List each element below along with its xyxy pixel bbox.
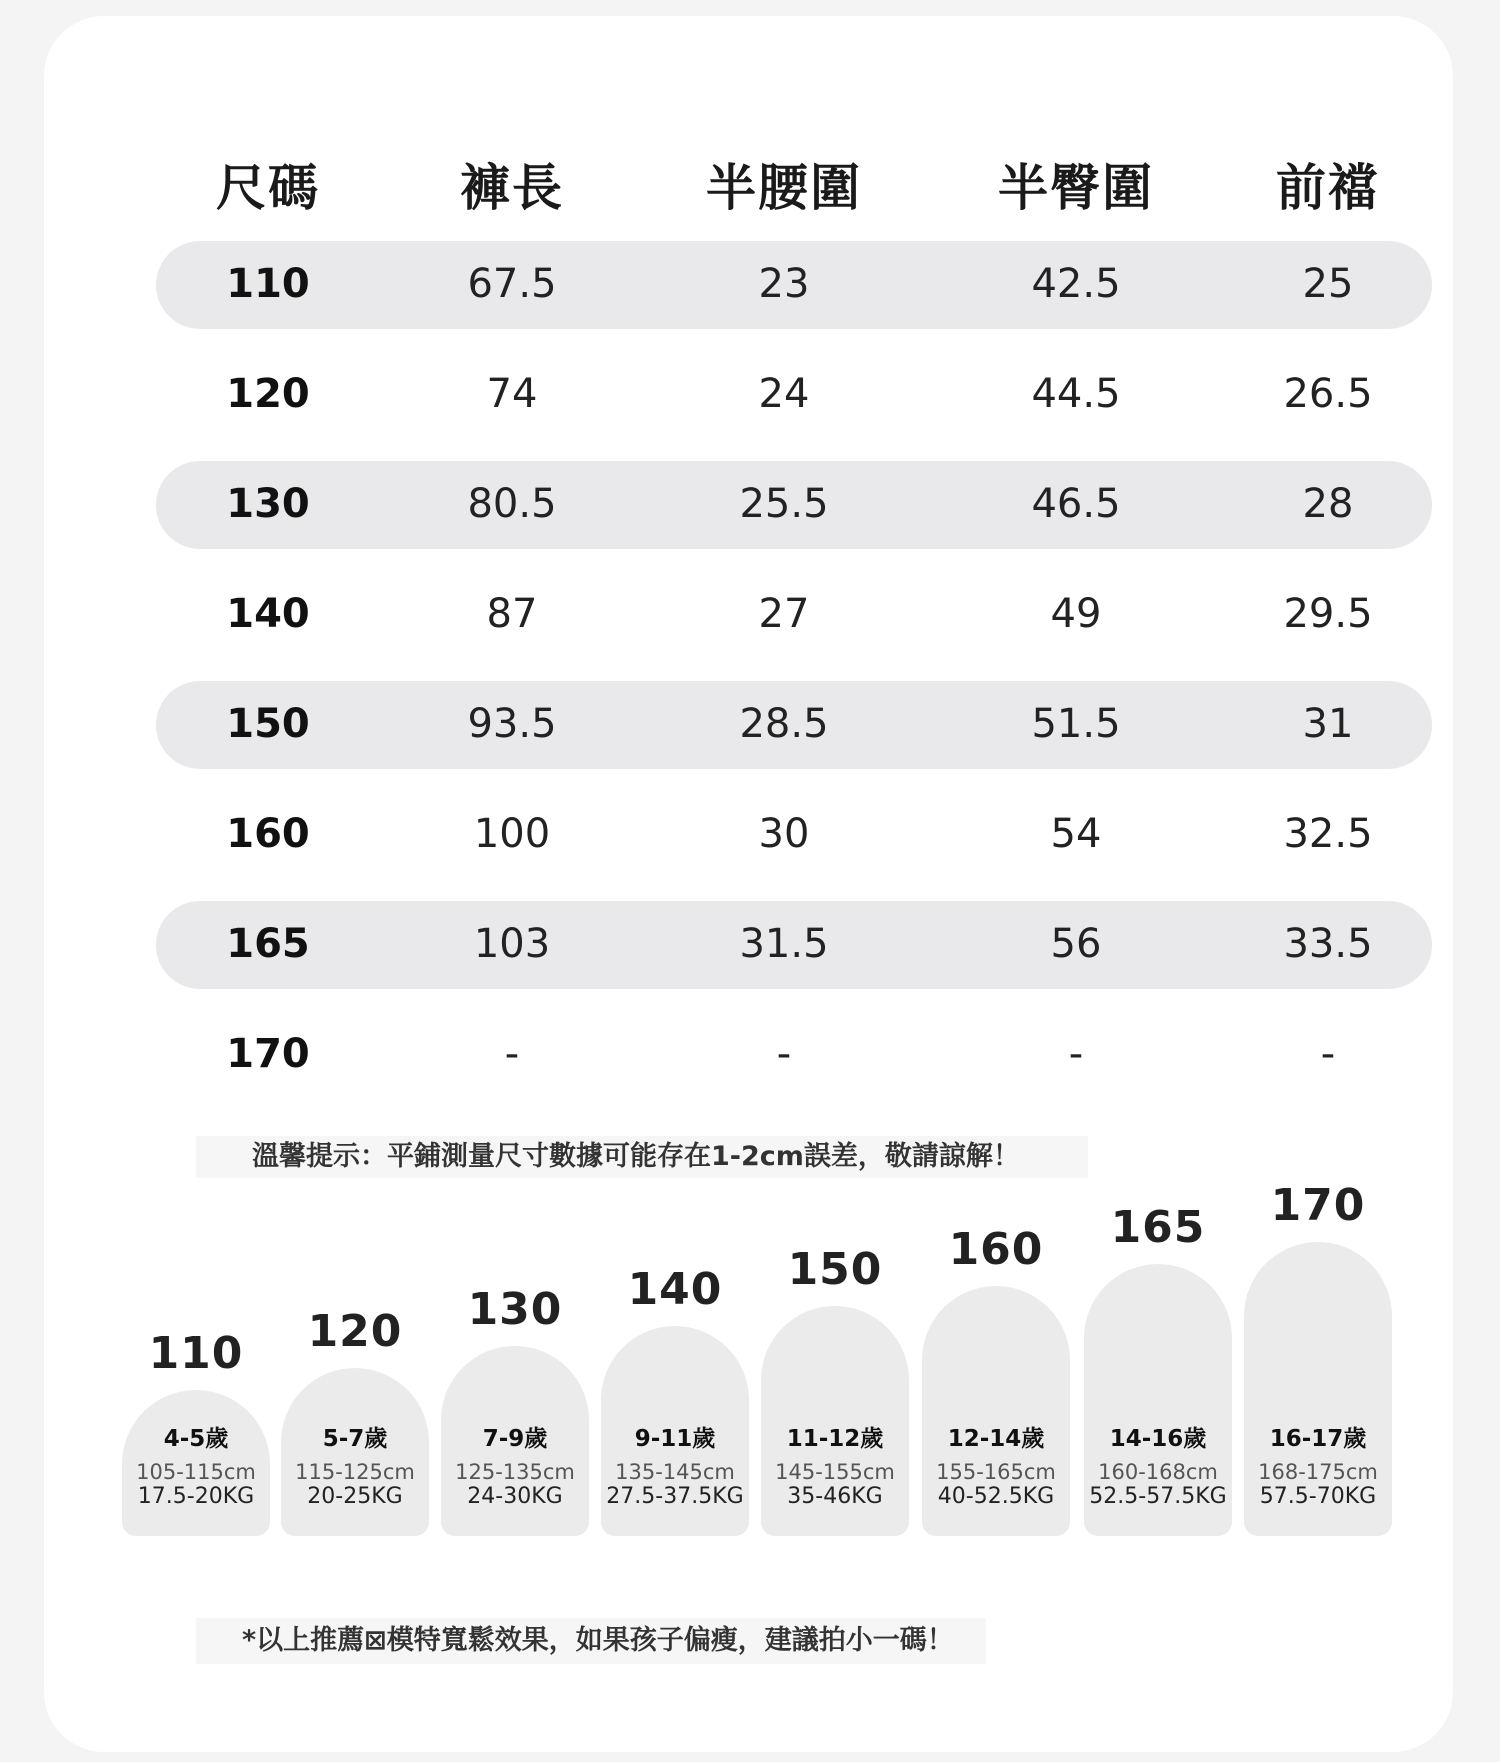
column-header: 半腰圍 bbox=[706, 159, 862, 217]
size-bubble-140 bbox=[601, 1252, 749, 1536]
column-header: 尺碼 bbox=[216, 159, 320, 217]
measure-cell: 25.5 bbox=[739, 481, 829, 527]
measure-cell: 25 bbox=[1302, 261, 1354, 307]
size-bubble-130 bbox=[441, 1272, 589, 1536]
bubble-height-range: 125-135cm bbox=[455, 1460, 575, 1484]
bubble-age: 5-7歲 bbox=[322, 1426, 388, 1452]
table-row bbox=[156, 342, 1432, 452]
bubble-weight-range: 40-52.5KG bbox=[937, 1484, 1055, 1509]
measure-cell: 51.5 bbox=[1031, 701, 1121, 747]
measure-cell: 28.5 bbox=[739, 701, 829, 747]
bubble-height-range: 135-145cm bbox=[615, 1460, 735, 1484]
bubble-size-label: 120 bbox=[307, 1306, 403, 1357]
size-cell: 150 bbox=[226, 701, 310, 747]
bubble-height-range: 160-168cm bbox=[1098, 1460, 1218, 1484]
bubble-age: 11-12歲 bbox=[786, 1426, 884, 1452]
bubble-weight-range: 17.5-20KG bbox=[137, 1484, 255, 1509]
measure-cell: 27 bbox=[758, 591, 810, 637]
bubble-height-range: 115-125cm bbox=[295, 1460, 415, 1484]
size-bubble-150 bbox=[761, 1232, 909, 1536]
column-header: 半臀圍 bbox=[998, 159, 1154, 217]
size-bubble-165 bbox=[1084, 1190, 1232, 1536]
table-row bbox=[156, 892, 1432, 1002]
table-row bbox=[156, 672, 1432, 782]
measure-cell: 49 bbox=[1050, 591, 1102, 637]
bubble-age: 12-14歲 bbox=[947, 1426, 1045, 1452]
measure-cell: 30 bbox=[758, 811, 810, 857]
measure-cell: 54 bbox=[1050, 811, 1102, 857]
bubble-age: 7-9歲 bbox=[482, 1426, 548, 1452]
measure-cell: 26.5 bbox=[1283, 371, 1373, 417]
measure-cell: 103 bbox=[473, 921, 551, 967]
bubble-weight-range: 35-46KG bbox=[787, 1484, 883, 1509]
measure-cell: 87 bbox=[486, 591, 538, 637]
measure-cell: 24 bbox=[758, 371, 810, 417]
bubble-size-label: 140 bbox=[627, 1264, 723, 1315]
size-chart-card bbox=[44, 16, 1453, 1752]
size-bubble-120 bbox=[281, 1294, 429, 1536]
measure-cell: 56 bbox=[1050, 921, 1102, 967]
table-row bbox=[156, 452, 1432, 562]
bubble-age: 14-16歲 bbox=[1109, 1426, 1207, 1452]
table-row bbox=[156, 232, 1432, 342]
bubble-age: 16-17歲 bbox=[1269, 1426, 1367, 1452]
size-cell: 120 bbox=[226, 371, 310, 417]
size-cell: 165 bbox=[226, 921, 310, 967]
table-header bbox=[156, 136, 1432, 232]
column-header: 褲長 bbox=[460, 159, 564, 217]
bubble-weight-range: 20-25KG bbox=[307, 1484, 403, 1509]
bubble-size-label: 110 bbox=[148, 1328, 244, 1379]
measure-cell: 46.5 bbox=[1031, 481, 1121, 527]
measure-cell: 32.5 bbox=[1283, 811, 1373, 857]
fit-note: *以上推薦⊠模特寬鬆效果，如果孩子偏瘦，建議拍小一碼！ bbox=[196, 1618, 986, 1664]
bubble-size-label: 130 bbox=[467, 1284, 563, 1335]
size-cell: 160 bbox=[226, 811, 310, 857]
measure-cell: 93.5 bbox=[467, 701, 557, 747]
table-row bbox=[156, 782, 1432, 892]
measure-cell: 67.5 bbox=[467, 261, 557, 307]
bubble-weight-range: 27.5-37.5KG bbox=[606, 1484, 744, 1509]
bubble-weight-range: 24-30KG bbox=[467, 1484, 563, 1509]
measure-cell: 31 bbox=[1302, 701, 1354, 747]
measure-cell: 74 bbox=[486, 371, 538, 417]
bubble-height-range: 145-155cm bbox=[775, 1460, 895, 1484]
measure-cell: - bbox=[776, 1031, 792, 1077]
size-bubble-170 bbox=[1244, 1168, 1392, 1536]
bubble-size-label: 165 bbox=[1110, 1202, 1206, 1253]
measure-cell: - bbox=[504, 1031, 520, 1077]
measure-cell: 33.5 bbox=[1283, 921, 1373, 967]
column-header: 前襠 bbox=[1276, 159, 1380, 217]
measure-cell: 28 bbox=[1302, 481, 1354, 527]
measure-cell: 29.5 bbox=[1283, 591, 1373, 637]
measure-cell: 80.5 bbox=[467, 481, 557, 527]
bubble-height-range: 155-165cm bbox=[936, 1460, 1056, 1484]
measure-cell: 42.5 bbox=[1031, 261, 1121, 307]
bubble-height-range: 105-115cm bbox=[136, 1460, 256, 1484]
bubble-size-label: 170 bbox=[1270, 1180, 1366, 1231]
measure-cell: - bbox=[1320, 1031, 1336, 1077]
measure-cell: 31.5 bbox=[739, 921, 829, 967]
measure-cell: 23 bbox=[758, 261, 810, 307]
bubble-age: 4-5歲 bbox=[163, 1426, 229, 1452]
bubble-age: 9-11歲 bbox=[634, 1426, 716, 1452]
size-cell: 140 bbox=[226, 591, 310, 637]
bubble-weight-range: 57.5-70KG bbox=[1259, 1484, 1377, 1509]
size-cell: 170 bbox=[226, 1031, 310, 1077]
bubble-size-label: 150 bbox=[787, 1244, 883, 1295]
measure-cell: 100 bbox=[473, 811, 551, 857]
measurement-tip: 溫馨提示：平鋪測量尺寸數據可能存在1-2cm誤差，敬請諒解！ bbox=[196, 1136, 1088, 1178]
size-table bbox=[156, 136, 1432, 1112]
size-bubble-110 bbox=[122, 1316, 270, 1536]
measure-cell: 44.5 bbox=[1031, 371, 1121, 417]
measure-cell: - bbox=[1068, 1031, 1084, 1077]
table-row bbox=[156, 562, 1432, 672]
table-body bbox=[156, 232, 1432, 1112]
bubble-height-range: 168-175cm bbox=[1258, 1460, 1378, 1484]
size-bubble-160 bbox=[922, 1212, 1070, 1536]
bubble-size-label: 160 bbox=[948, 1224, 1044, 1275]
size-cell: 130 bbox=[226, 481, 310, 527]
size-cell: 110 bbox=[226, 261, 310, 307]
bubble-weight-range: 52.5-57.5KG bbox=[1089, 1484, 1227, 1509]
table-row bbox=[156, 1002, 1432, 1112]
